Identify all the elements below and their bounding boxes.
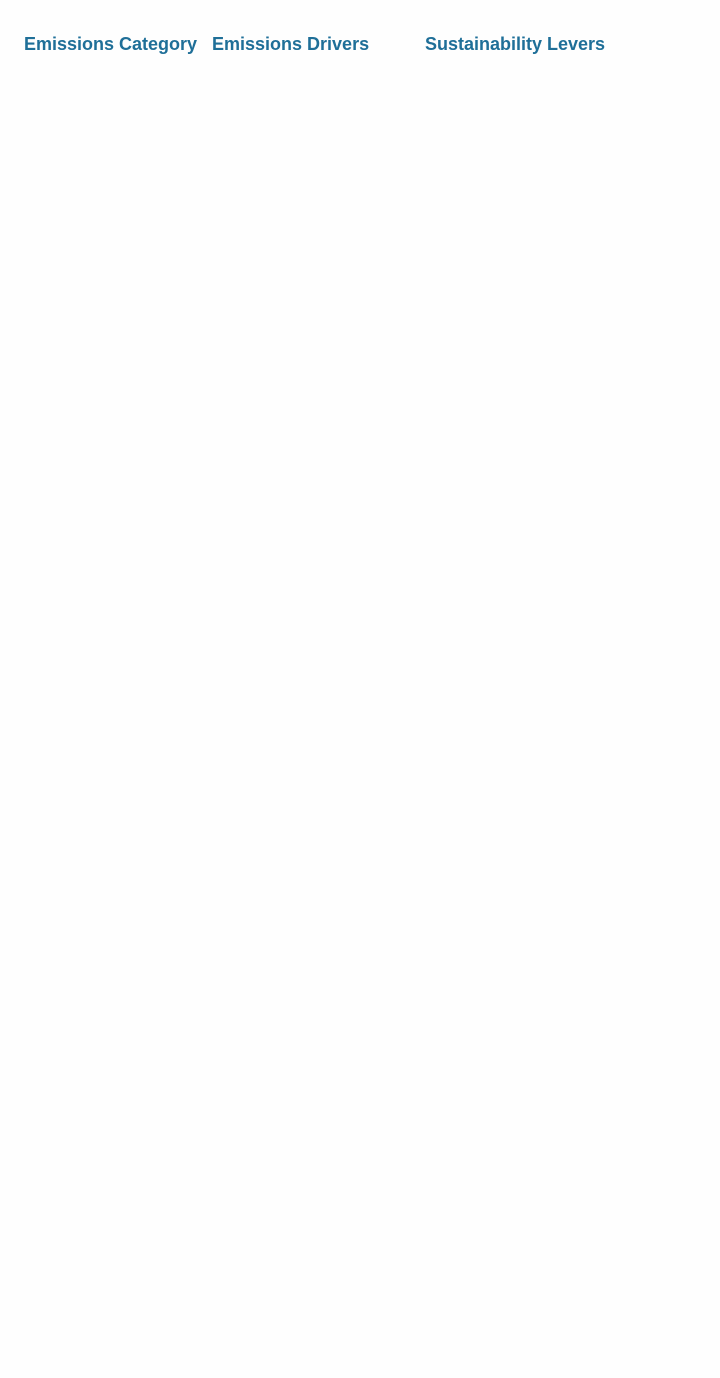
table-body <box>0 90 720 1378</box>
table-header-row <box>0 0 720 90</box>
header-sustainability-levers: Sustainability Levers <box>425 34 606 54</box>
header-emissions-drivers: Emissions Drivers <box>212 34 370 54</box>
header-emissions-category: Emissions Category <box>24 34 198 54</box>
